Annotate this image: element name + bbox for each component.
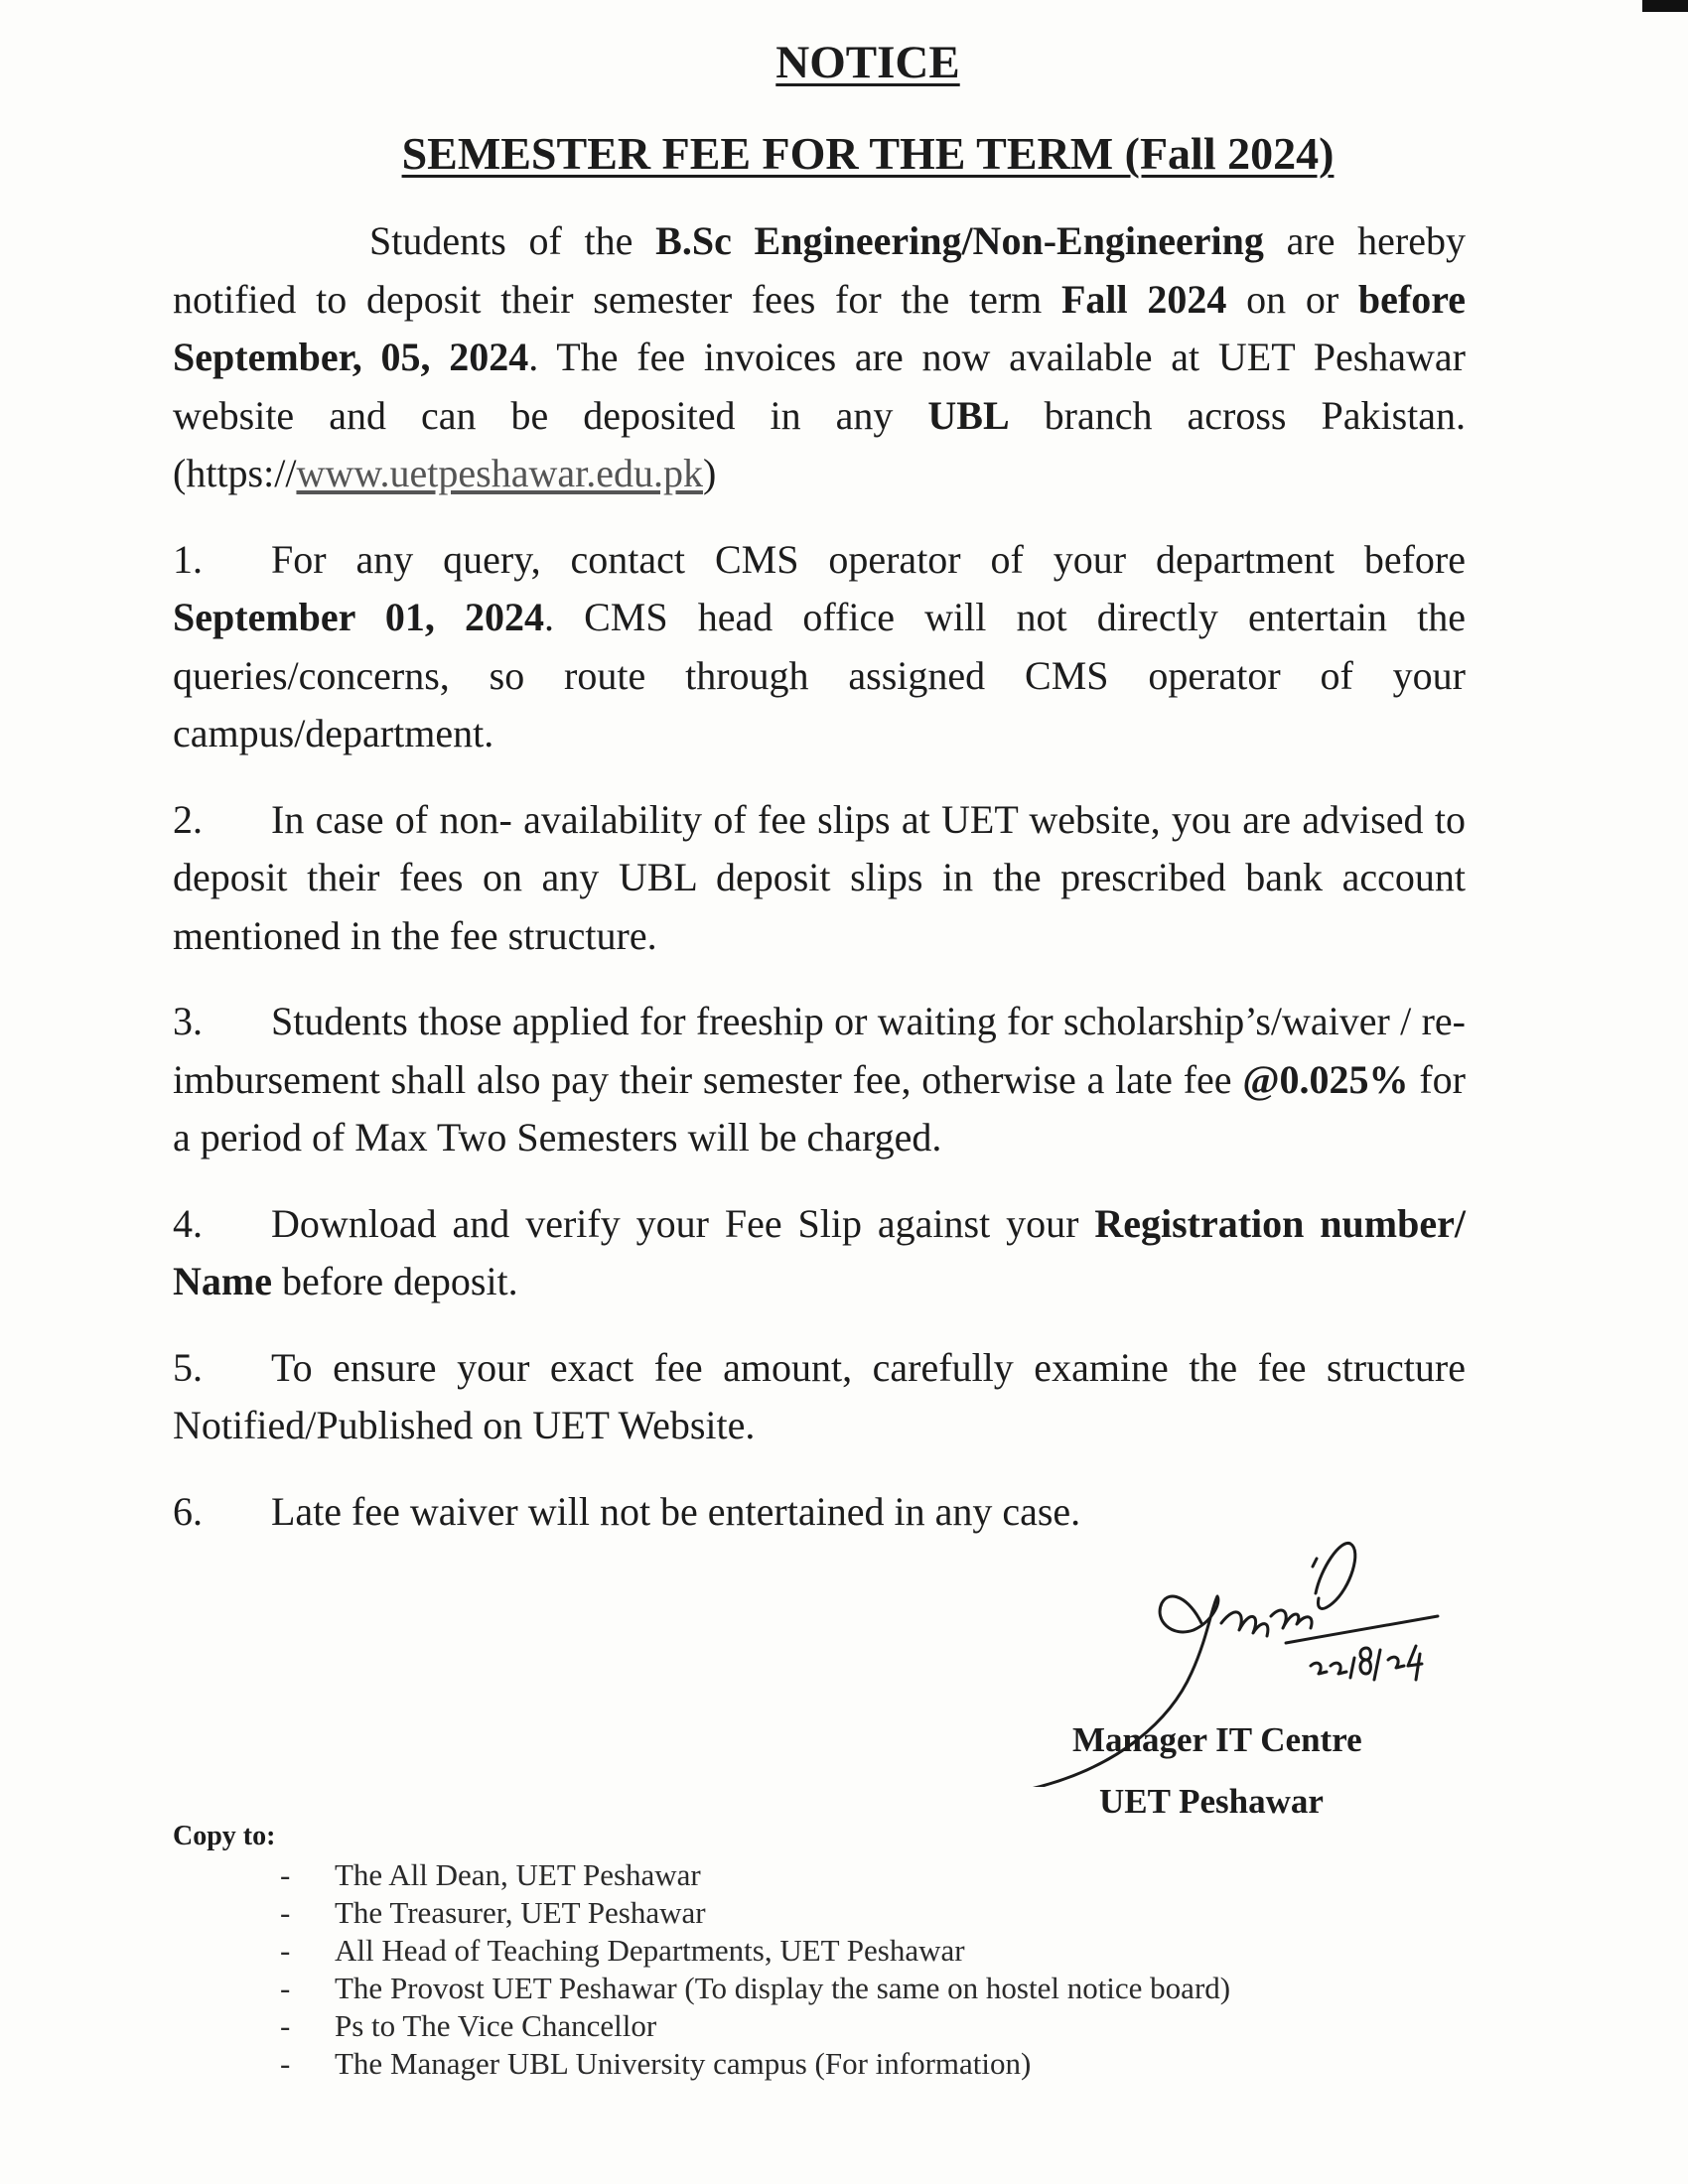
notice-item-2 [173, 791, 1466, 966]
intro-term: Fall 2024 [1061, 276, 1227, 322]
item-text: for a period of Max Two Semesters will be charged. [173, 1056, 1466, 1160]
intro-program: B.Sc Engineering/Non-Engineering [655, 218, 1264, 263]
signature-date: 22/8/24 [1321, 1670, 1325, 1671]
copy-to-list [280, 1856, 1230, 2083]
intro-text: Students of the [369, 218, 656, 263]
signatory-institution: UET Peshawar [1099, 1782, 1324, 1821]
item-number: 1. [173, 536, 203, 582]
list-item [280, 1894, 1230, 1932]
recipient: Ps to The Vice Chancellor [335, 2008, 657, 2043]
item-text: before deposit. [271, 1259, 518, 1303]
notice-subtitle: SEMESTER FEE FOR THE TERM (Fall 2024) [401, 128, 1335, 179]
intro-text: are hereby notified to deposit their semester fees for the term [173, 218, 1467, 322]
item-text: Late fee waiver will not be entertained in any case. [271, 1488, 1081, 1534]
item-number: 2. [173, 796, 203, 842]
recipient: The All Dean, UET Peshawar [335, 1857, 701, 1892]
item-number: 3. [173, 999, 203, 1043]
intro-deadline: before September, 05, 2024 [173, 276, 1466, 379]
list-item [280, 2045, 1230, 2083]
list-item [280, 1856, 1230, 1894]
notice-body [173, 212, 1466, 1541]
list-dash: - [280, 1933, 291, 1968]
recipient: All Head of Teaching Departments, UET Peshawar [335, 1933, 965, 1968]
recipient: The Provost UET Peshawar (To display the same on hostel notice board) [335, 1971, 1231, 2005]
list-item [280, 1970, 1230, 2007]
intro-paragraph [173, 212, 1466, 503]
list-item [280, 1932, 1230, 1970]
signatory-title: Manager IT Centre [1072, 1720, 1362, 1759]
notice-item-4 [173, 1195, 1466, 1311]
recipient: The Treasurer, UET Peshawar [335, 1895, 706, 1930]
intro-text: on or [1226, 276, 1358, 322]
item-text: In case of non- availability of fee slips at UET website, you are advised to deposit their fees on any UBL deposit slips in the prescribed bank account mentioned in the fee structure. [173, 796, 1466, 958]
intro-text: . The fee invoices are now available at UET Peshawar website and can be deposited in any [173, 335, 1466, 438]
item-number: 5. [173, 1344, 203, 1390]
item-text: . CMS head office will not directly entertain the queries/concerns, so route through assigned CMS operator of your campus/department. [173, 595, 1466, 755]
notice-item-1 [173, 531, 1466, 763]
list-dash: - [280, 1857, 291, 1892]
scan-edge-mark [1642, 0, 1688, 12]
item-text: To ensure your exact fee amount, carefully examine the fee structure Notified/Published on UET Website. [173, 1344, 1466, 1447]
list-dash: - [280, 2046, 291, 2081]
item-text: Download and verify your Fee Slip against your [271, 1200, 1095, 1246]
item-emphasis: September 01, 2024 [173, 595, 544, 639]
item-number: 6. [173, 1488, 203, 1534]
item-emphasis: Registration number/ Name [173, 1200, 1466, 1303]
intro-bank: UBL [927, 392, 1010, 438]
intro-text: branch across Pakistan. (https:// [173, 392, 1467, 495]
notice-title: NOTICE [775, 37, 960, 88]
item-number: 4. [173, 1200, 203, 1246]
intro-text: ) [702, 451, 717, 495]
list-dash: - [280, 2008, 291, 2043]
list-dash: - [280, 1971, 291, 2005]
item-text: For any query, contact CMS operator of your department before [271, 536, 1466, 582]
signatory-block [1072, 1709, 1450, 1833]
notice-item-3 [173, 993, 1466, 1167]
website-link[interactable]: www.uetpeshawar.edu.pk [296, 451, 703, 495]
item-text: Students those applied for freeship or waiting for scholarship’s/waiver / re-imbursement shall also pay their semester fee, otherwise a late fee [173, 999, 1466, 1102]
list-dash: - [280, 1895, 291, 1930]
copy-to-label: Copy to: [173, 1821, 276, 1851]
item-emphasis: @0.025% [1242, 1056, 1409, 1102]
list-item [280, 2007, 1230, 2045]
recipient: The Manager UBL University campus (For information) [335, 2046, 1032, 2081]
